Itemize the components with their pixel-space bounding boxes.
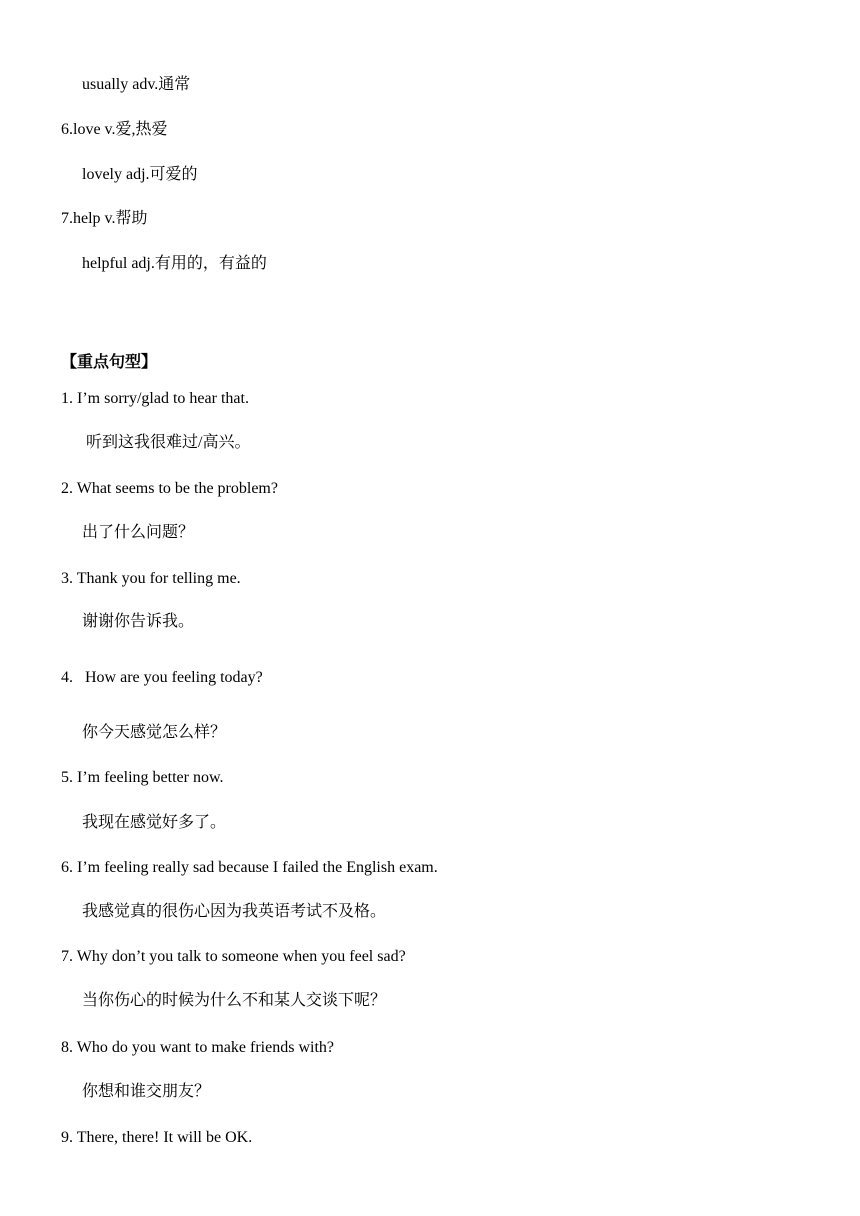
sentence-chinese: 你今天感觉怎么样？ [82, 724, 227, 741]
sentence-english: 9. There, there! It will be OK. [61, 1129, 253, 1146]
sentence-chinese: 我感觉真的很伤心因为我英语考试不及格。 [82, 903, 387, 920]
section-heading: 【重点句型】 [61, 354, 158, 371]
sentence-chinese: 听到这我很难过/高兴。 [86, 434, 251, 451]
sentence-chinese: 你想和谁交朋友？ [82, 1083, 211, 1100]
sentence-english: 2. What seems to be the problem? [61, 480, 278, 497]
sentence-english: 3. Thank you for telling me. [61, 570, 241, 587]
sentence-chinese: 我现在感觉好多了。 [82, 814, 227, 831]
vocab-line: usually adv.通常 [82, 76, 191, 93]
sentence-english: 5. I’m feeling better now. [61, 769, 224, 786]
vocab-line: 7.help v.帮助 [61, 210, 148, 227]
sentence-chinese: 当你伤心的时候为什么不和某人交谈下呢？ [82, 992, 387, 1009]
sentence-chinese: 谢谢你告诉我。 [82, 613, 195, 630]
vocab-line: 6.love v.爱,热爱 [61, 121, 168, 138]
sentence-english: 7. Why don’t you talk to someone when you feel sad? [61, 948, 406, 965]
sentence-english: 1. I’m sorry/glad to hear that. [61, 390, 249, 407]
vocab-line: lovely adj.可爱的 [82, 166, 198, 183]
sentence-english: 6. I’m feeling really sad because I failed the English exam. [61, 859, 438, 876]
sentence-chinese: 出了什么问题？ [82, 524, 195, 541]
vocab-line: helpful adj.有用的，有益的 [82, 255, 267, 272]
sentence-english: 4. How are you feeling today? [61, 669, 263, 686]
sentence-english: 8. Who do you want to make friends with? [61, 1039, 334, 1056]
